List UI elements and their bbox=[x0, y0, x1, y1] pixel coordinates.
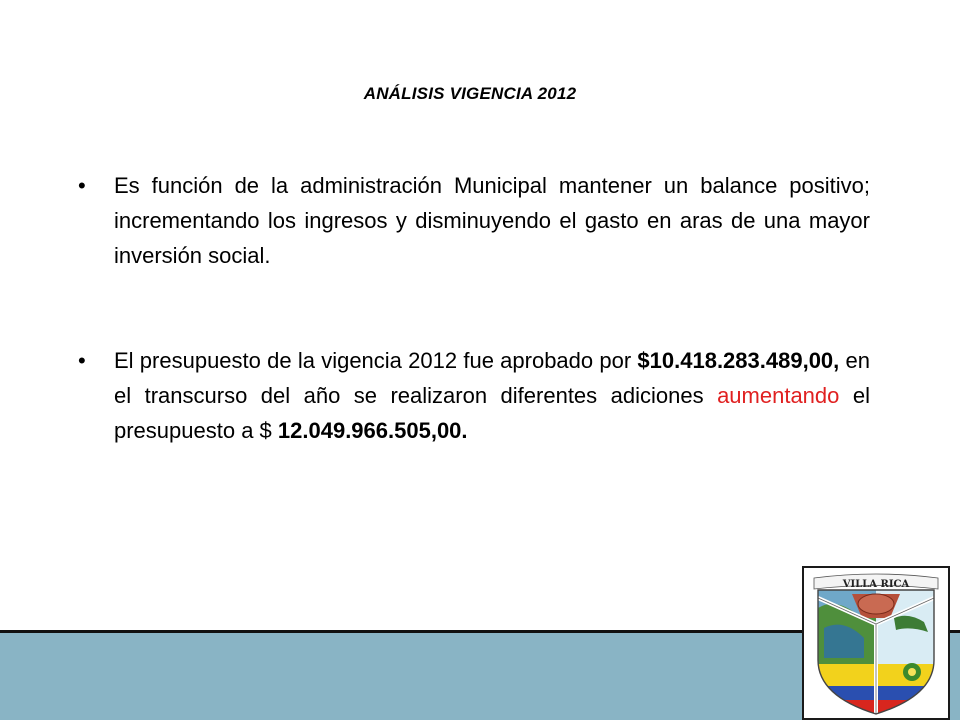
logo-banner-text: VILLA RICA bbox=[842, 579, 910, 590]
bullet-item-1 bbox=[78, 168, 870, 273]
villa-rica-coat-of-arms-icon bbox=[804, 568, 948, 718]
bullet-2-text-part-2: en el transcurso del año se realizaron diferentes adiciones bbox=[114, 348, 870, 408]
bullet-list bbox=[78, 168, 870, 448]
bullet-dot: • bbox=[78, 173, 86, 198]
bullet-1-text: Es función de la administración Municipal mantener un balance positivo; incrementando los ingresos y disminuyendo el gasto en aras de una mayor inversión social. bbox=[114, 173, 870, 268]
logo-frame bbox=[802, 566, 950, 720]
approved-budget-amount: $10.418.283.489,00, bbox=[637, 348, 840, 373]
bullet-2-text-part-3: el presupuesto a $ bbox=[114, 383, 870, 443]
slide-title: ANÁLISIS VIGENCIA 2012 bbox=[363, 84, 577, 103]
increasing-word: aumentando bbox=[717, 383, 840, 408]
bullet-item-2 bbox=[78, 343, 870, 448]
bullet-dot: • bbox=[78, 348, 86, 373]
bullet-2-text-part-1: El presupuesto de la vigencia 2012 fue aprobado por bbox=[114, 348, 638, 373]
final-budget-amount: 12.049.966.505,00. bbox=[277, 418, 468, 443]
